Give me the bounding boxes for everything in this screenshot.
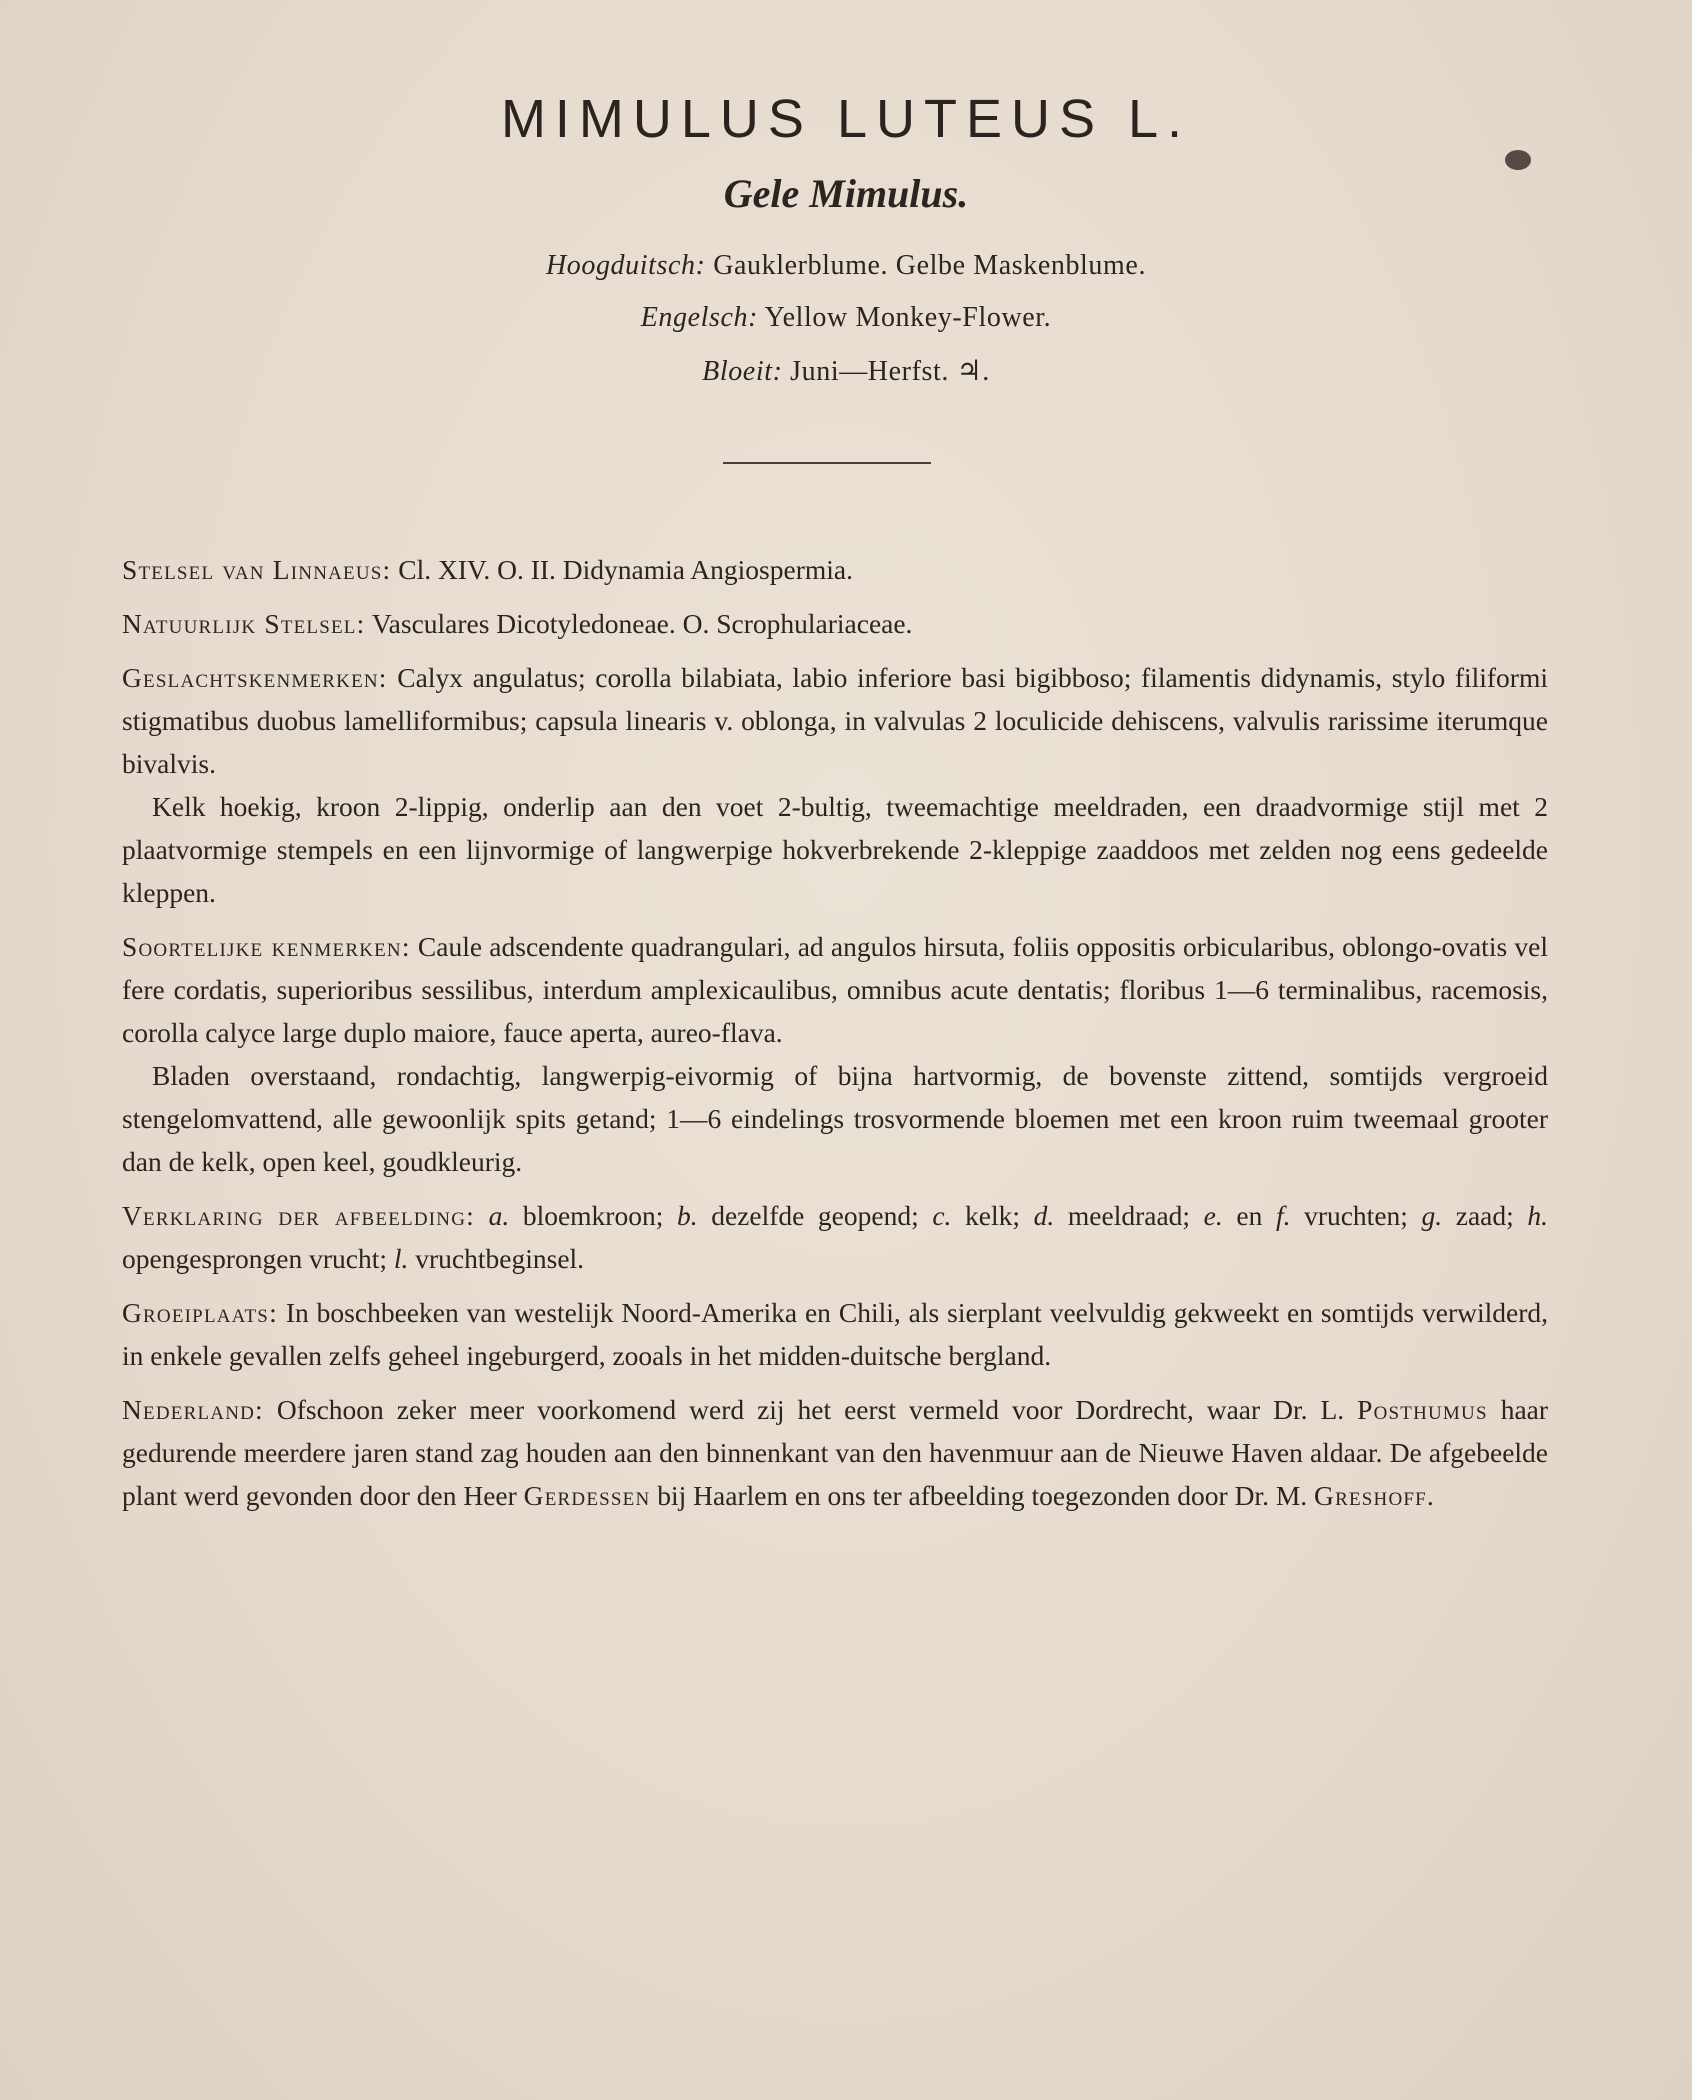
linnaeus-system: Stelsel van Linnaeus: Cl. XIV. O. II. Didynamia Angiospermia. bbox=[122, 554, 853, 585]
bloom-line bbox=[0, 354, 1692, 388]
common-name: Gele Mimulus. bbox=[723, 171, 969, 216]
netherlands: Nederland: Ofschoon zeker meer voorkomend werd zij het eerst vermeld voor Dordrecht, waar Dr. L. Posthumus haar gedurende meerdere jaren stand zag houden aan den binnenkant van den havenmuur aan de Nieuwe Haven aldaar. De afgebeelde plant werd gevonden door den Heer Gerdessen bij Haarlem en ons ter afbeelding toegezonden door Dr. M. Greshoff. bbox=[122, 1394, 1549, 1511]
species-characters-dutch: Bladen overstaand, rondachtig, langwerpig-eivormig of bijna hartvormig, de bovenste zittend, somtijds vergroeid stengelomvattend, alle gewoonlijk spits getand; 1—6 eindelings trosvormende bloemen met een kroon ruim tweemaal grooter dan de kelk, open keel, goudkleurig. bbox=[122, 1060, 1548, 1177]
section-label: Stelsel van Linnaeus: bbox=[122, 554, 392, 585]
divider bbox=[723, 462, 931, 464]
person-name: Greshoff. bbox=[1314, 1480, 1435, 1511]
description-body bbox=[122, 548, 1548, 1528]
person-name: Gerdessen bbox=[523, 1480, 651, 1511]
german-name-line bbox=[0, 250, 1692, 282]
english-name-line bbox=[0, 302, 1692, 334]
section-label: Natuurlijk Stelsel: bbox=[122, 608, 366, 639]
bloom-label: Bloeit: bbox=[702, 356, 783, 387]
english-label: Engelsch: bbox=[640, 302, 759, 333]
section-label: Groeiplaats: bbox=[122, 1297, 278, 1328]
genus-characters-dutch: Kelk hoekig, kroon 2-lippig, onderlip aan den voet 2-bultig, tweemachtige meeldraden, een draadvormige stijl met 2 plaatvormige stempels en een lijnvormige of langwerpige hokverbrekende 2-kleppige zaaddoos met zelden nog eens gedeelde kleppen. bbox=[122, 791, 1548, 908]
german-label: Hoogduitsch: bbox=[545, 250, 706, 281]
habitat: Groeiplaats: In boschbeeken van westelijk Noord-Amerika en Chili, als sierplant veelvuldig gekweekt en somtijds verwilderd, in enkele gevallen zelfs geheel ingeburgerd, zooals in het midden-duitsche bergland. bbox=[122, 1297, 1548, 1371]
section-label: Geslachtskenmerken: bbox=[122, 662, 388, 693]
natural-system: Natuurlijk Stelsel: Vasculares Dicotyledoneae. O. Scrophulariaceae. bbox=[122, 608, 913, 639]
figure-legend: Verklaring der afbeelding: a. bloemkroon; b. dezelfde geopend; c. kelk; d. meeldraad; e. en f. vruchten; g. zaad; h. opengesprongen vrucht; l. vruchtbeginsel. bbox=[122, 1200, 1549, 1274]
page-title: MIMULUS LUTEUS L. bbox=[500, 89, 1192, 149]
section-label: Soortelijke kenmerken: bbox=[122, 931, 411, 962]
english-name: Yellow Monkey-Flower. bbox=[764, 302, 1052, 333]
species-characters: Soortelijke kenmerken: Caule adscendente quadrangulari, ad angulos hirsuta, foliis oppositis orbicularibus, oblongo-ovatis vel fere cordatis, superioribus sessilibus, interdum amplexicaulibus, omnibus acute dentatis; floribus 1—6 terminalibus, racemosis, corolla calyce large duplo maiore, fauce aperta, aureo-flava. bbox=[122, 931, 1548, 1048]
ink-spot bbox=[1505, 150, 1531, 170]
section-label: Nederland: bbox=[122, 1394, 264, 1425]
person-name: Posthumus bbox=[1357, 1394, 1488, 1425]
german-name: Gauklerblume. Gelbe Maskenblume. bbox=[713, 250, 1147, 281]
bloom-period: Juni—Herfst. ♃. bbox=[790, 356, 990, 387]
section-label: Verklaring der afbeelding: bbox=[122, 1200, 475, 1231]
genus-characters: Geslachtskenmerken: Calyx angulatus; corolla bilabiata, labio inferiore basi bigibboso; filamentis didynamis, stylo filiformi stigmatibus duobus lamelliformibus; capsula linearis v. oblonga, in valvulas 2 loculicide dehiscens, valvulis rarissime iterumque bivalvis. bbox=[122, 662, 1548, 779]
